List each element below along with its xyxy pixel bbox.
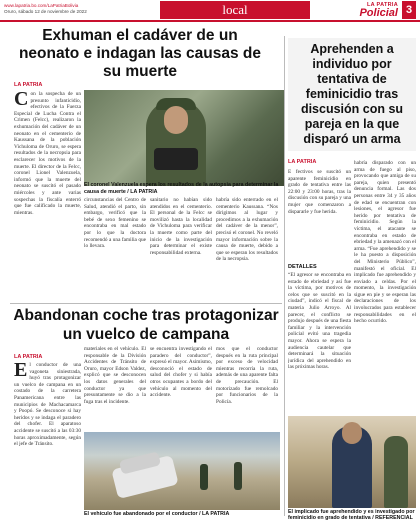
photo-officer bbox=[384, 436, 408, 508]
story3-dropcap: E bbox=[14, 362, 28, 381]
photo-face bbox=[164, 106, 188, 134]
story2-caption-text: El implicado fue aprehendido y es investigado por feminicidio en grado de tentativa bbox=[288, 509, 415, 521]
header-rule bbox=[0, 20, 420, 22]
story1-column-3: sanitario no habían sido atendidos en el cementerio. El personal de la Felcc se movilizó hasta la localidad de Vichuloma para verificar la muerte como parte del inicio de la investigación para determinar el existe responsabilidad externa. bbox=[150, 197, 212, 256]
story1-caption-credit: LA PATRIA bbox=[130, 188, 158, 195]
photo-person-1 bbox=[200, 464, 208, 490]
dateline: Oruro, sábado 12 de noviembre de 2022 bbox=[4, 9, 87, 14]
story2-column-1b: “El agresor se encontraba en estado de ebriedad y así fue la víctima, por motivos de celos que se suscitó en la ciudad”, indicó el fiscal de materia Julio Arroyo. Al parecer, el conflicto se produjo después de una fiesta familiar y la intervención policial evitó una tragedia mayor. Ahora se espera la audiencia cautelar que determinará la situación jurídica del aprehendido en las próximas horas. bbox=[288, 272, 351, 371]
photo-head bbox=[342, 422, 362, 444]
column-divider bbox=[284, 36, 285, 516]
story3-byline: LA PATRIA bbox=[14, 354, 43, 360]
website-link[interactable]: www.lapatria.bo.com/LaPatriaBolivia bbox=[4, 3, 79, 8]
story2-photo bbox=[288, 416, 416, 508]
story3-caption: El vehículo fue abandonado por el conductor / LA PATRIA bbox=[84, 511, 230, 517]
story3-caption-text: El vehículo fue abandonado por el conductor bbox=[84, 511, 198, 517]
story3-column-4: mos que el conductor después en la ruta principal por exceso de velocidad mientras recorría la ruta, además de una aparente falta de precaución. El motorizado fue remolcado por funcionarios de la Policía. bbox=[216, 346, 278, 405]
story1-column-1 bbox=[14, 91, 81, 299]
story3-column-3: se encuentra investigando el paradero del conductor”, expresó el mayor. Asimismo, desconoció el estado de salud del chofer y si había otros ocupantes a bordo del vehículo al momento del accidente. bbox=[150, 346, 212, 399]
story-divider bbox=[10, 303, 282, 304]
page-number: 3 bbox=[402, 1, 416, 19]
story2-headline: Aprehenden a individuo por tentativa de feminicidio tras discusión con su pareja en la que disparó un arma bbox=[300, 42, 404, 146]
brand-small: LA PATRIA bbox=[366, 2, 398, 8]
story2-subhead: DETALLES bbox=[288, 264, 317, 270]
story1-byline: LA PATRIA bbox=[14, 82, 43, 88]
story2-caption: El implicado fue aprehendido y es investigado por feminicidio en grado de tentativa / REFERENCIAL bbox=[288, 509, 415, 521]
story2-byline: LA PATRIA bbox=[288, 159, 317, 165]
story3-column-1 bbox=[14, 362, 81, 517]
story1-col1-text: on la sospecha de un presunto infanticidio, efectivos de la Fuerza Especial de Lucha Contra el Crimen (Felcc), realizaron la exhumación del cadáver de un neonato en el cementerio de Kaussana de la población Vichuloma de Oruro, se espera resultados de la necropsia para esclarecer los motivos de la muerte. El director de la Felcc, coronel Lionel Valenzuela, informó que la muerte del neonato se suscitó el pasado miércoles y ante varias sospechas la fiscalía enterró que fue calificado la muerte, mientras. bbox=[14, 91, 81, 216]
story1-caption-text: El coronel Valenzuela espera los resultados de la autopsia para determinar la causa de muerte bbox=[84, 182, 279, 195]
story2-column-1: E fectivos se suscitó un aparente feminicidio en grado de tentativa entre las 22:00 y 23:00 horas, tras la discusión con su pareja y una mujer que comenzaron a dispararle y fue herida. bbox=[288, 169, 351, 215]
header-meta bbox=[4, 3, 87, 15]
photo-microphones bbox=[154, 148, 198, 170]
section-label: local bbox=[160, 1, 310, 19]
photo-person-2 bbox=[234, 462, 242, 490]
story1-headline: Exhuman el cadáver de un neonato e indagan las causas de su muerte bbox=[18, 27, 262, 80]
story1-column-4: habría sido enterrado en el cementerio Kaussana. “Nos dirigimos al lugar y procedimos a la exhumación del cadáver de la menor”, precisó el coronel. No reveló mayor información sobre la causa de muerte, debido a que se esperan los resultados de la necropsia. bbox=[216, 197, 278, 263]
story1-dropcap: C bbox=[14, 91, 29, 110]
brand-logo bbox=[340, 2, 398, 19]
story1-caption: El coronel Valenzuela espera los resultados de la autopsia para determinar la causa de muerte / LA PATRIA bbox=[84, 182, 279, 195]
story1-column-2: circunstancias del Centro de Salud, atendió el parto, sin embargo, verificó que la bebé de sexo femenino se encontraba en mal estado por lo que la doctora recomendó a una familia que lo llevara. bbox=[84, 197, 146, 250]
page-header bbox=[0, 0, 420, 30]
story3-photo bbox=[84, 432, 280, 510]
story3-col1-text: l conductor de una vagoneta siniestrada, huyó tras protagonizar un vuelco de campana en un costado de la carretera Panamericana entre las municipios de Machacamarca y Poopó. Se desconoce si hay heridos y se indaga el paradero del chofer. El aparatoso accidente se suscitó a las 03:30 horas aproximadamente, según el jefe de Tránsito. bbox=[14, 362, 81, 448]
story3-headline: Abandonan coche tras protagonizar un vuelco de campana bbox=[13, 307, 279, 343]
story2-column-2: habría disparado con un arma de fuego al piso, provocando que amiga de su pareja, quien presentó denuncia formal. Las dos personas entre 34 y 35 años de edad se encuentran con lesiones, el agresor fue herido por tentativa de feminicidio. Según la víctima, el atacante se encontraba en estado de ebriedad y la amenazó con el arma. “Fue aprehendido y se le ha puesto a disposición del Ministerio Público”, manifestó el oficial. El implicado fue aprehendido y enviado a celdas. Por el momento, la investigación sigue en pie y se esperan las declaraciones de los involucrados para establecer responsabilidades en el hecho ocurrido. bbox=[354, 160, 416, 325]
story3-column-2: materiales en el vehículo. El responsable de la División Accidentes de Tránsito de Oruro, mayor Edson Valdez, explicó que se desconocen los datos generales del conductor ya que presuntamente se dio a la fuga tras el incidente. bbox=[84, 346, 146, 405]
story2-caption-credit: REFERENCIAL bbox=[375, 515, 413, 521]
story3-caption-credit: LA PATRIA bbox=[202, 511, 230, 517]
story1-photo bbox=[84, 90, 284, 186]
brand-section: Policial bbox=[359, 7, 398, 19]
